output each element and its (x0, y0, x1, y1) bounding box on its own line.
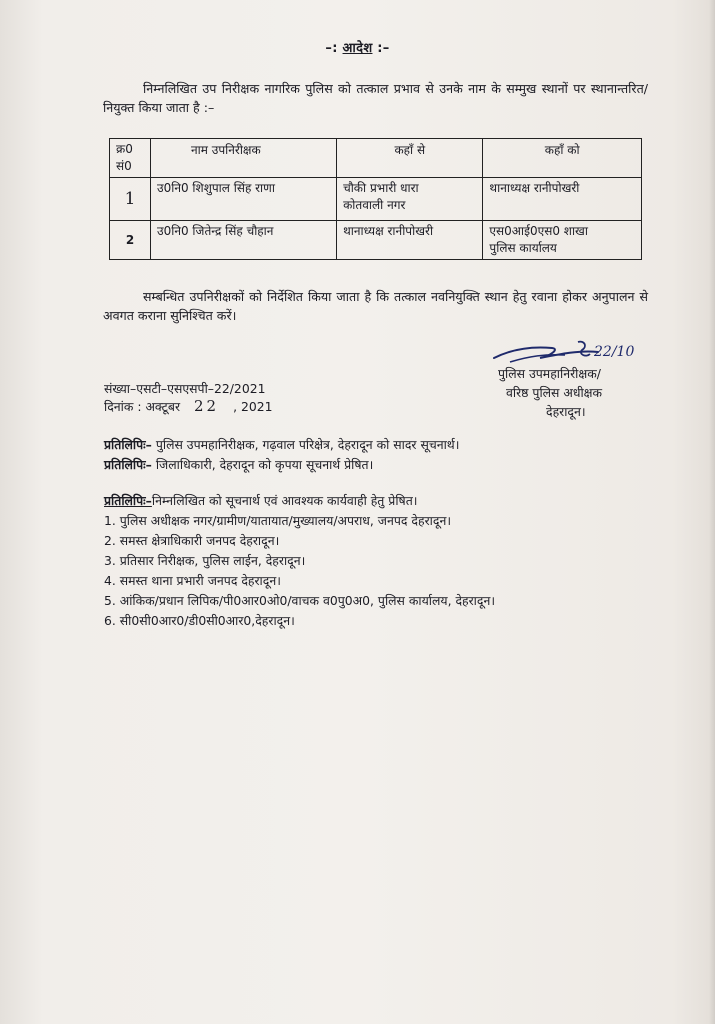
row-name: उ0नि0 शिशुपाल सिंह राणा (151, 178, 337, 221)
heading-title: आदेश (342, 41, 373, 56)
copy-line-3: प्रतिलिपिः–निम्नलिखित को सूचनार्थ एवं आवश्यक कार्यवाही हेतु प्रेषित। (104, 493, 418, 508)
signature-place: देहरादून। (546, 404, 586, 419)
signature-designation-2: वरिष्ठ पुलिस अधीक्षक (506, 385, 603, 400)
instruction-paragraph (103, 287, 648, 325)
list-item: 5. आंकिक/प्रधान लिपिक/पी0आर0ओ0/वाचक व0पु0अ0, पुलिस कार्यालय, देहरादून। (104, 593, 496, 608)
intro-text: निम्नलिखित उप निरीक्षक नागरिक पुलिस को तत्काल प्रभाव से उनके नाम के सम्मुख स्थानों पर स्थानान्तरित/नियुक्त किया जाता है :– (103, 81, 648, 115)
reference-date: दिनांक : अक्टूबर 22 , 2021 (104, 397, 273, 415)
signature-block (498, 364, 658, 421)
transfer-table (109, 138, 642, 260)
signature-date: 22/10 (594, 344, 635, 360)
distribution-list (104, 511, 495, 631)
list-item: 3. प्रतिसार निरीक्षक, पुलिस लाईन, देहरादून। (104, 553, 306, 568)
heading-prefix: –: (325, 41, 338, 56)
page-edge-shadow (709, 0, 715, 1024)
row-name: उ0नि0 जितेन्द्र सिंह चौहान (151, 221, 337, 260)
row-serial: 2 (110, 221, 151, 260)
list-item: 1. पुलिस अधीक्षक नगर/ग्रामीण/यातायात/मुख्यालय/अपराध, जनपद देहरादून। (104, 513, 452, 528)
intro-paragraph (103, 79, 648, 117)
signature-designation-1: पुलिस उपमहानिरीक्षक/ (498, 366, 601, 381)
row-from: चौकी प्रभारी धारा कोतवाली नगर (337, 178, 483, 221)
header-name: नाम उपनिरीक्षक (151, 139, 337, 178)
row-serial: 1 (110, 178, 151, 221)
order-heading (0, 38, 715, 56)
row-to: थानाध्यक्ष रानीपोखरी (483, 178, 642, 221)
handwritten-day: 22 (194, 397, 220, 415)
table-header-row (110, 139, 642, 178)
copy-line-2: प्रतिलिपिः– जिलाधिकारी, देहरादून को कृपया सूचनार्थ प्रेषित। (104, 457, 374, 472)
row-to: एस0आई0एस0 शाखा पुलिस कार्यालय (483, 221, 642, 260)
list-item: 2. समस्त क्षेत्राधिकारी जनपद देहरादून। (104, 533, 280, 548)
copy-line-1: प्रतिलिपिः– पुलिस उपमहानिरीक्षक, गढ़वाल परिक्षेत्र, देहरादून को सादर सूचनार्थ। (104, 437, 460, 452)
header-serial: क्र0 सं0 (110, 139, 151, 178)
reference-number: संख्या–एसटी–एसएसपी–22/2021 (104, 381, 266, 396)
list-item: 4. समस्त थाना प्रभारी जनपद देहरादून। (104, 573, 281, 588)
instruction-text: सम्बन्धित उपनिरीक्षकों को निर्देशित किया जाता है कि तत्काल नवनियुक्ति स्थान हेतु रवाना होकर अनुपालन से अवगत कराना सुनिश्चित करें। (103, 289, 648, 323)
table-row (110, 221, 642, 260)
header-to: कहाँ को (483, 139, 642, 178)
list-item: 6. सी0सी0आर0/डी0सी0आर0,देहरादून। (104, 613, 295, 628)
row-from: थानाध्यक्ष रानीपोखरी (337, 221, 483, 260)
header-from: कहाँ से (337, 139, 483, 178)
table-row (110, 178, 642, 221)
heading-suffix: :– (377, 41, 390, 56)
